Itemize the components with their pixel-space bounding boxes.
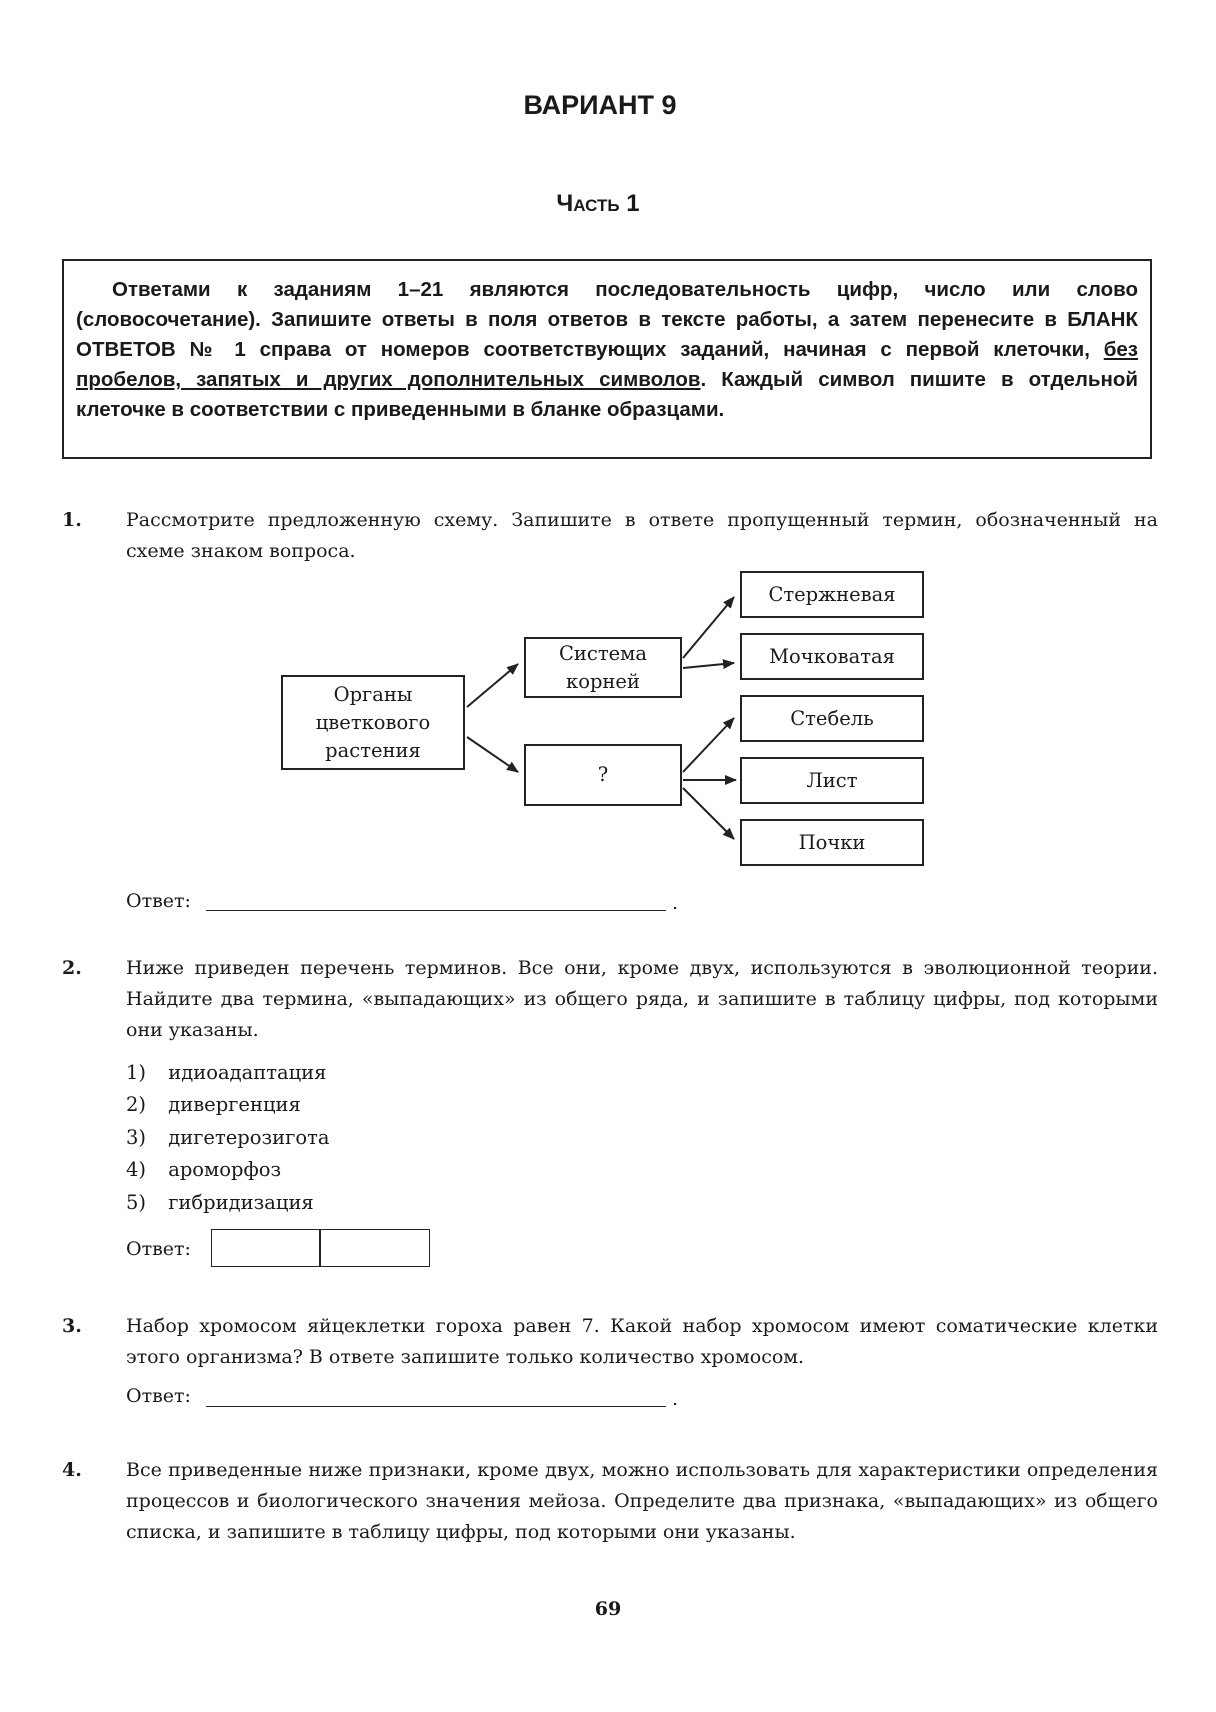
- diagram-node-leaf: Почки: [740, 819, 924, 866]
- option-label: гибридизация: [168, 1191, 314, 1214]
- diagram-node-leaf: Лист: [740, 757, 924, 804]
- question-number: 1.: [62, 509, 82, 531]
- variant-title: ВАРИАНТ 9: [523, 90, 677, 120]
- diagram-node-root: Органы цветкового растения: [281, 675, 465, 770]
- question-text: Набор хромосом яйцеклетки гороха равен 7. Какой набор хромосом имеют соматические клетки этого организма? В ответе запишите только количество хромосом.: [126, 1315, 1158, 1368]
- option-item: [126, 1061, 326, 1084]
- answer-label: Ответ:: [126, 1385, 191, 1407]
- answer-label: Ответ:: [126, 1238, 191, 1260]
- diagram-node-leaf: Стержневая: [740, 571, 924, 618]
- question-4: [62, 1455, 1158, 1548]
- arrow-root-to-branch2: [467, 737, 518, 772]
- option-item: [126, 1126, 330, 1149]
- option-label: дигетерозигота: [168, 1126, 330, 1149]
- page-number: 69: [594, 1598, 622, 1620]
- question-number: 3.: [62, 1315, 82, 1337]
- option-number: 5): [126, 1191, 147, 1214]
- diagram-node-leaf: Мочковатая: [740, 633, 924, 680]
- answer-field-q1[interactable]: [206, 910, 666, 911]
- arrow-branch2-to-child1: [683, 718, 734, 772]
- answer-cell[interactable]: [319, 1229, 430, 1267]
- question-number: 4.: [62, 1459, 82, 1481]
- answer-dot: .: [672, 1388, 679, 1410]
- question-text: Все приведенные ниже признаки, кроме двух, можно использовать для характеристики определения процессов и биологического значения мейоза. Определите два признака, «выпадающих» из общего списка, и запишите в таблицу цифры, под которыми они указаны.: [126, 1459, 1158, 1543]
- option-number: 1): [126, 1061, 147, 1084]
- instructions-text: Ответами к заданиям 1–21 являются последовательность цифр, число или слово (словосочетание). Запишите ответы в поля ответов в тексте работы, а затем перенесите в БЛАНК ОТВЕТОВ № 1 справа от номеров соответствующих заданий, начиная с первой клеточки,: [76, 278, 1138, 361]
- option-item: [126, 1191, 314, 1214]
- arrow-root-to-branch1: [467, 664, 518, 707]
- answer-dot: .: [672, 892, 679, 914]
- question-2: [62, 953, 1158, 1046]
- instructions-text-end: . Каждый символ пишите в отдельной клеточке в соответствии с приведенными в бланке образцами.: [76, 368, 1138, 421]
- option-item: [126, 1158, 281, 1181]
- option-item: [126, 1093, 301, 1116]
- answer-cell[interactable]: [211, 1229, 321, 1267]
- option-label: ароморфоз: [168, 1158, 282, 1181]
- option-number: 3): [126, 1126, 147, 1149]
- option-number: 4): [126, 1158, 147, 1181]
- question-text: Рассмотрите предложенную схему. Запишите в ответе пропущенный термин, обозначенный на схеме знаком вопроса.: [126, 509, 1158, 562]
- question-1: [62, 505, 1158, 567]
- option-number: 2): [126, 1093, 147, 1116]
- option-label: дивергенция: [168, 1093, 301, 1116]
- diagram-node-leaf: Стебель: [740, 695, 924, 742]
- arrow-branch2-to-child3: [683, 788, 734, 839]
- diagram-node-branch1: Система корней: [524, 637, 682, 698]
- instructions-box: [62, 259, 1152, 459]
- diagram-node-unknown: ?: [524, 744, 682, 806]
- question-text: Ниже приведен перечень терминов. Все они, кроме двух, используются в эволюционной теории. Найдите два термина, «выпадающих» из общего ряда, и запишите в таблицу цифры, под которыми они указаны.: [126, 957, 1158, 1041]
- answer-field-q3[interactable]: [206, 1406, 666, 1407]
- option-label: идиоадаптация: [168, 1061, 327, 1084]
- instructions-underlined: без пробелов, запятых и других дополнительных символов: [76, 338, 1138, 391]
- part-title: Часть 1: [556, 190, 640, 217]
- arrow-branch1-to-child1: [683, 597, 734, 658]
- answer-label: Ответ:: [126, 890, 191, 912]
- arrow-branch1-to-child2: [683, 663, 734, 668]
- question-3: [62, 1311, 1158, 1373]
- question-number: 2.: [62, 957, 82, 979]
